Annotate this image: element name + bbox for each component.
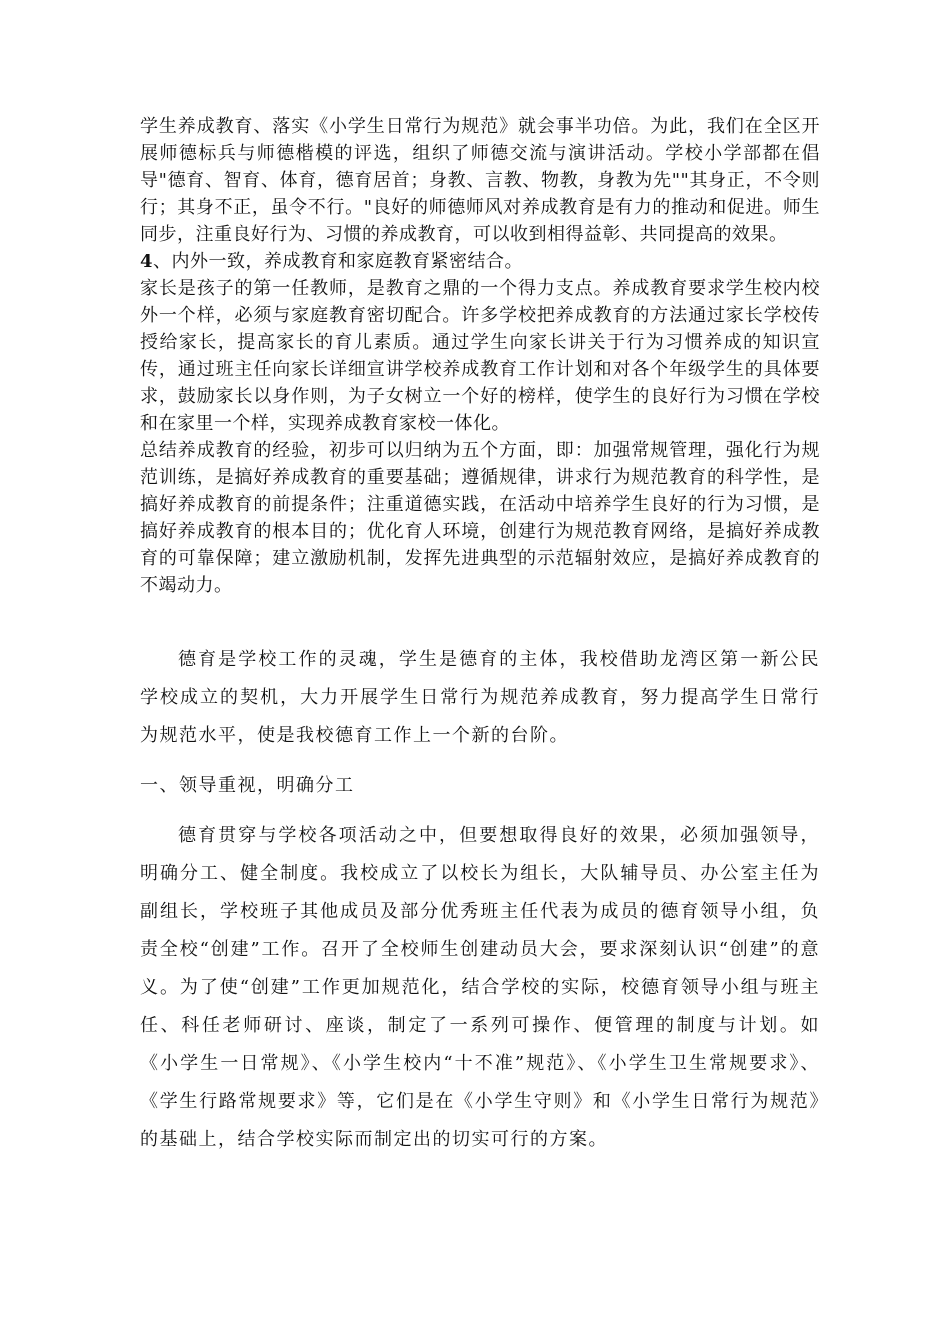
heading-home-school (140, 248, 820, 275)
heading-number: 4 (140, 251, 154, 272)
paragraph-leadership: 德育贯穿与学校各项活动之中，但要想取得良好的效果，必须加强领导，明确分工、健全制度。我校成立了以校长为组长，大队辅导员、办公室主任为副组长，学校班子其他成员及部分优秀班主任代表为成员的德育领导小组，负责全校“创建”工作。召开了全校师生创建动员大会，要求深刻认识“创建”的意义。为了使“创建”工作更加规范化，结合学校的实际，校德育领导小组与班主任、科任老师研讨、座谈，制定了一系列可操作、便管理的制度与计划。如《小学生一日常规》、《小学生校内“十不准”规范》、《小学生卫生常规要求》、《学生行路常规要求》等，它们是在《小学生守则》和《小学生日常行为规范》的基础上，结合学校实际而制定出的切实可行的方案。 (140, 825, 820, 1150)
heading-text: 、内外一致，养成教育和家庭教育紧密结合。 (153, 251, 524, 272)
dense-text-block (140, 113, 820, 599)
section-heading-leadership: 一、领导重视，明确分工 (140, 775, 355, 796)
paragraph-parents: 家长是孩子的第一任教师，是教育之鼎的一个得力支点。养成教育要求学生校内校外一个样，必须与家庭教育密切配合。许多学校把养成教育的方法通过家长学校传授给家长，提高家长的育儿素质。通过学生向家长讲关于行为习惯养成的知识宣传，通过班主任向家长详细宣讲学校养成教育工作计划和对各个年级学生的具体要求，鼓励家长以身作则，为子女树立一个好的榜样，使学生的良好行为习惯在学校和在家里一个样，实现养成教育家校一体化。 (140, 278, 820, 434)
paragraph-intro: 德育是学校工作的灵魂，学生是德育的主体，我校借助龙湾区第一新公民学校成立的契机，大力开展学生日常行为规范养成教育，努力提高学生日常行为规范水平，使是我校德育工作上一个新的台阶。 (140, 649, 820, 746)
paragraph-teacher-ethics: 学生养成教育、落实《小学生日常行为规范》就会事半功倍。为此，我们在全区开展师德标兵与师德楷模的评选，组织了师德交流与演讲活动。学校小学部都在倡导"德育、智育、体育，德育居首；身教、言教、物教，身教为先""其身正，不令则行；其身不正，虽令不行。"良好的师德师风对养成教育是有力的推动和促进。师生同步，注重良好行为、习惯的养成教育，可以收到相得益彰、共同提高的效果。 (140, 116, 820, 245)
paragraph-summary: 总结养成教育的经验，初步可以归纳为五个方面，即：加强常规管理，强化行为规范训练，是搞好养成教育的重要基础；遵循规律，讲求行为规范教育的科学性，是搞好养成教育的前提条件；注重道德实践，在活动中培养学生良好的行为习惯，是搞好养成教育的根本目的；优化育人环境，创建行为规范教育网络，是搞好养成教育的可靠保障；建立激励机制，发挥先进典型的示范辐射效应，是搞好养成教育的不竭动力。 (140, 440, 820, 596)
spaced-text-block (140, 635, 820, 1165)
document-page (140, 113, 820, 1165)
